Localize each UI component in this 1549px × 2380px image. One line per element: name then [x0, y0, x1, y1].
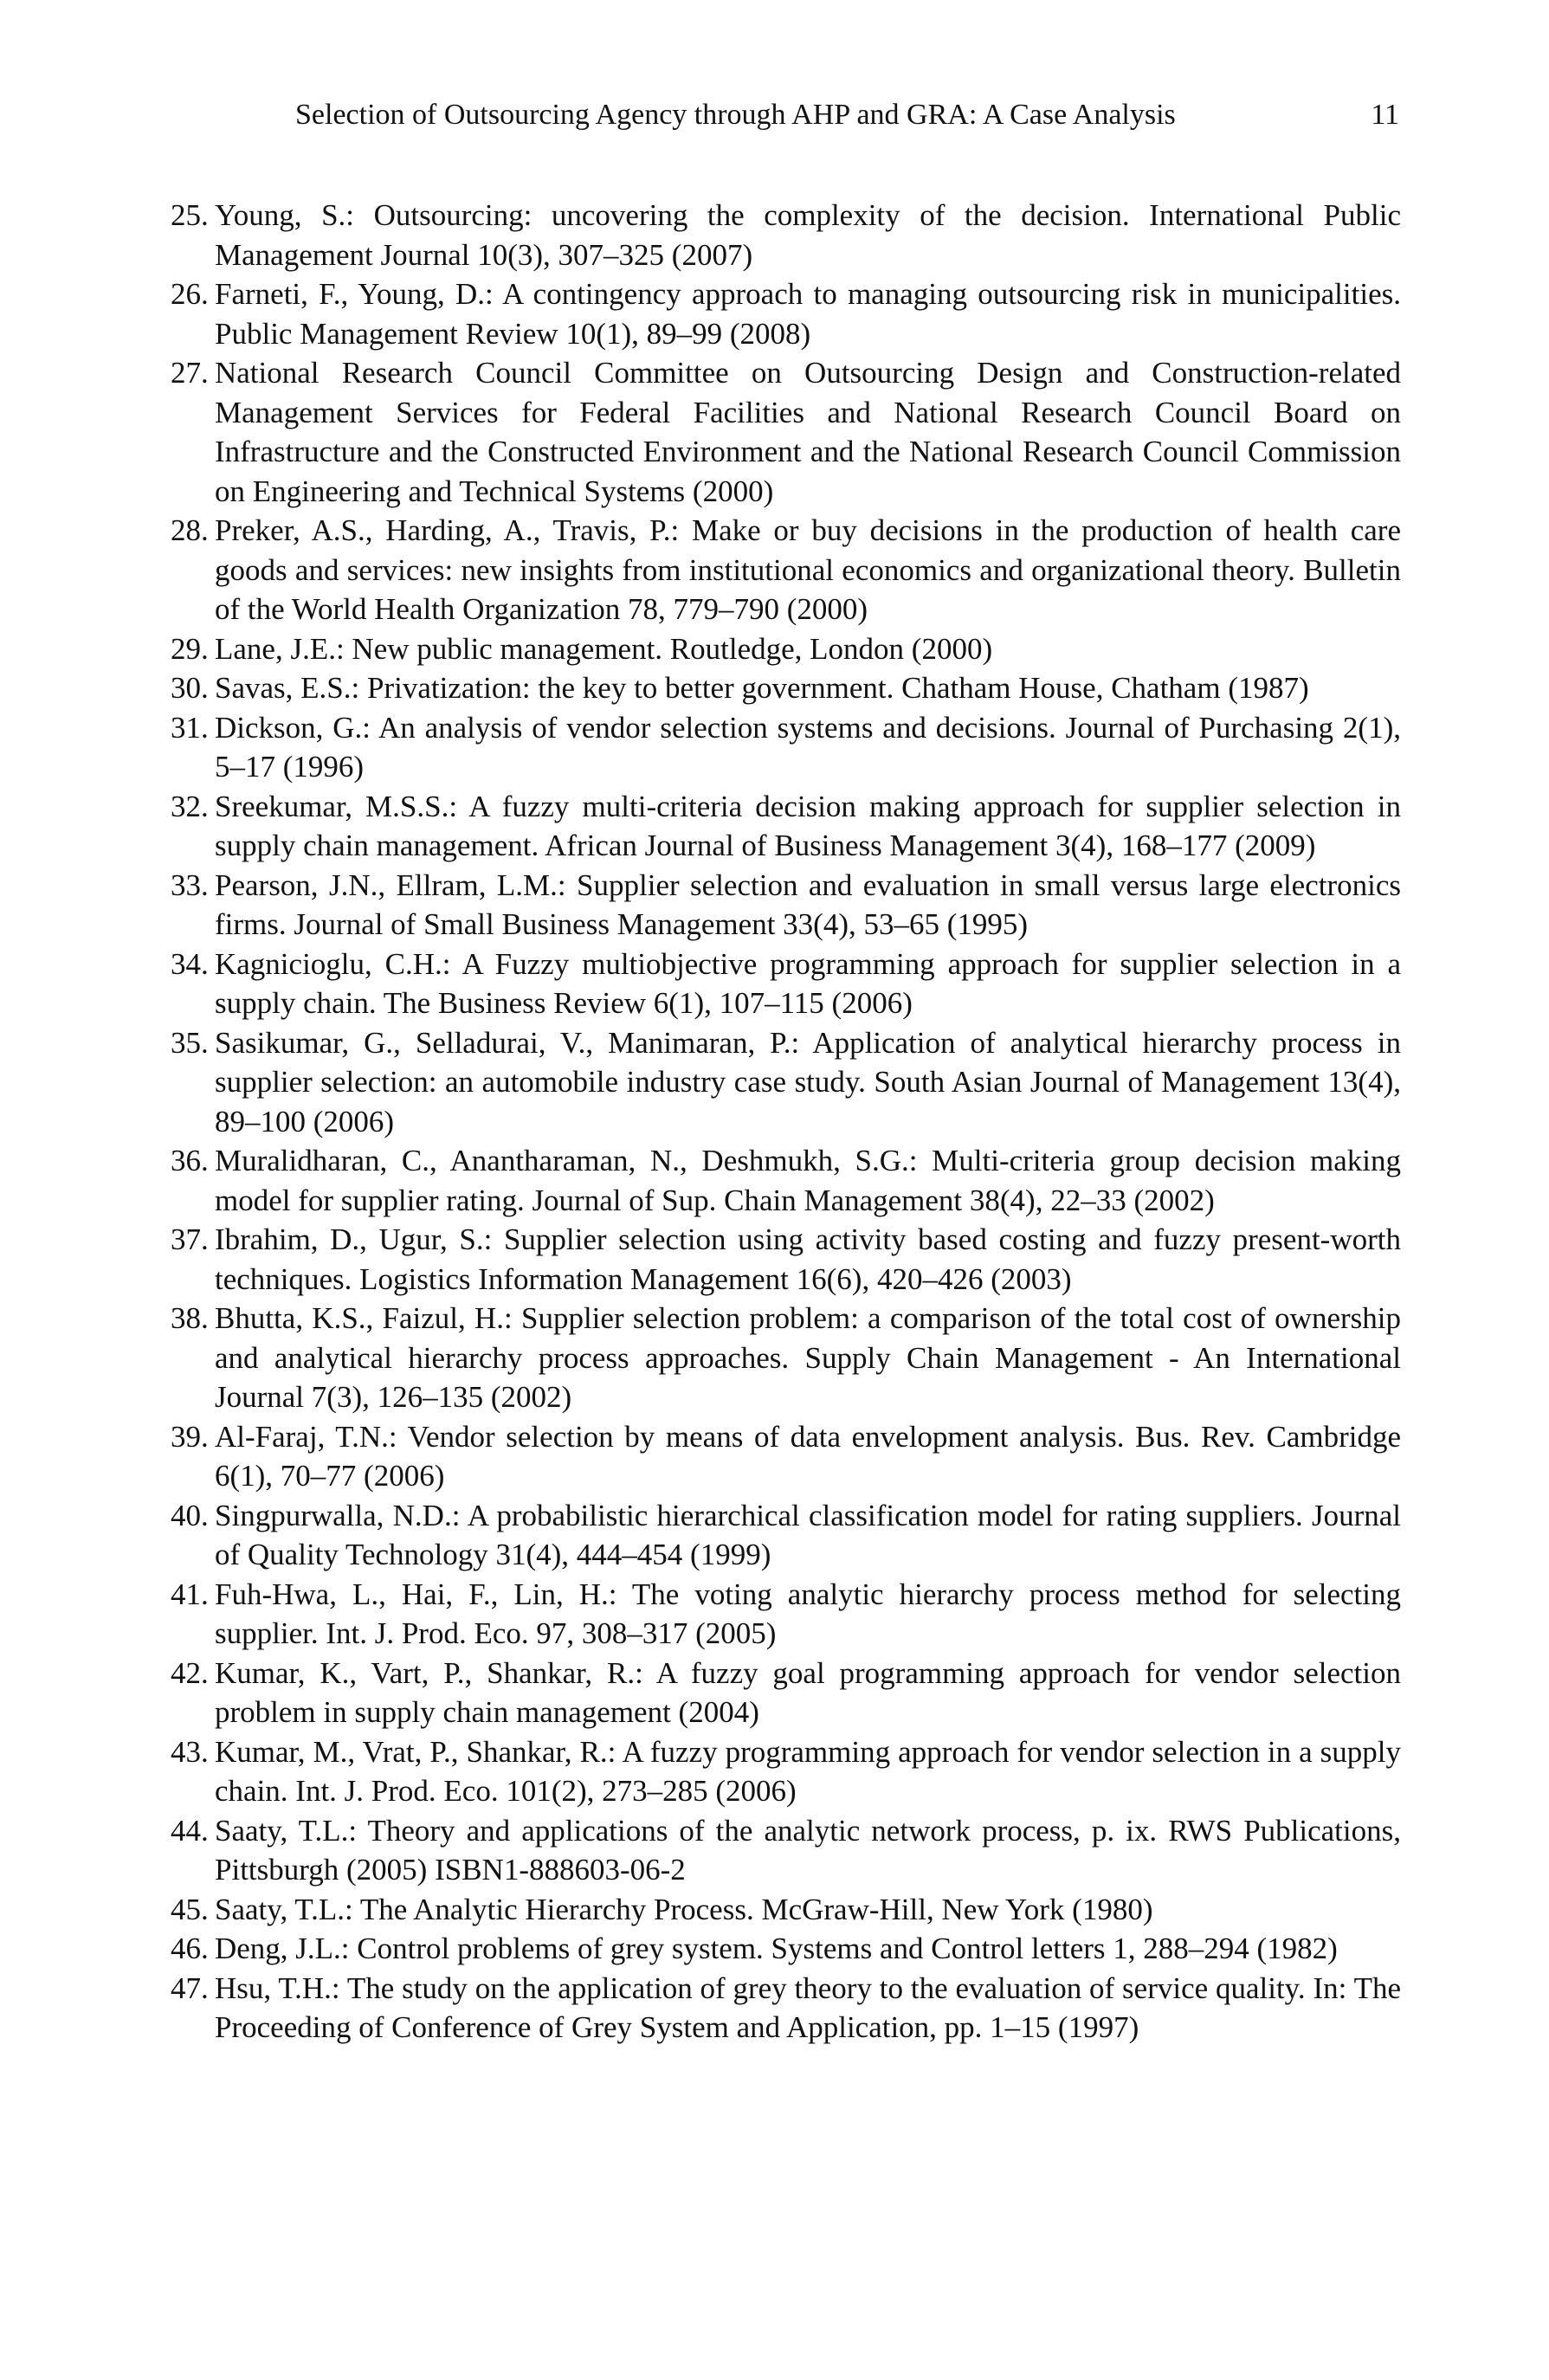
reference-number: 45.: [171, 1892, 209, 1926]
reference-number: 27.: [171, 356, 209, 390]
reference-text: Lane, J.E.: New public management. Routledge, London (2000): [215, 631, 993, 666]
reference-text: Kumar, K., Vart, P., Shankar, R.: A fuzzy goal programming approach for vendor selection problem in supply chain management (2004): [215, 1655, 1401, 1729]
reference-item: [171, 511, 1401, 629]
reference-text: National Research Council Committee on Outsourcing Design and Construction-related Management Services for Federal Facilities and National Research Council Board on Infrastructure and the Constructed Environment and the National Research Council Commission on Engineering and Technical Systems (2000): [215, 356, 1401, 508]
reference-text: Sreekumar, M.S.S.: A fuzzy multi-criteria decision making approach for supplier selection in supply chain management. African Journal of Business Management 3(4), 168–177 (2009): [215, 789, 1401, 862]
reference-number: 31.: [171, 710, 209, 745]
reference-item: [171, 787, 1401, 866]
reference-number: 47.: [171, 1970, 209, 2005]
reference-item: [171, 1890, 1401, 1930]
reference-text: Farneti, F., Young, D.: A contingency approach to managing outsourcing risk in municipalities. Public Management Review 10(1), 89–99 (2008): [215, 277, 1401, 351]
reference-number: 33.: [171, 868, 209, 902]
reference-text: Pearson, J.N., Ellram, L.M.: Supplier selection and evaluation in small versus large electronics firms. Journal of Small Business Management 33(4), 53–65 (1995): [215, 868, 1401, 941]
reference-item: [171, 945, 1401, 1023]
reference-text: Hsu, T.H.: The study on the application of grey theory to the evaluation of service quality. In: The Proceeding of Conference of Grey System and Application, pp. 1–15 (1997): [215, 1970, 1401, 2044]
reference-number: 34.: [171, 946, 209, 981]
reference-number: 30.: [171, 671, 209, 705]
reference-number: 39.: [171, 1419, 209, 1454]
reference-item: [171, 196, 1401, 274]
reference-number: 43.: [171, 1734, 209, 1769]
reference-number: 26.: [171, 277, 209, 311]
reference-text: Muralidharan, C., Anantharaman, N., Deshmukh, S.G.: Multi-criteria group decision making model for supplier rating. Journal of Sup. Chain Management 38(4), 22–33 (2002): [215, 1144, 1401, 1217]
reference-text: Bhutta, K.S., Faizul, H.: Supplier selection problem: a comparison of the total cost of ownership and analytical hierarchy process approaches. Supply Chain Management - An International Journal 7(3), 126–135 (2002): [215, 1301, 1401, 1414]
reference-number: 42.: [171, 1655, 209, 1690]
reference-number: 44.: [171, 1813, 209, 1848]
reference-text: Dickson, G.: An analysis of vendor selection systems and decisions. Journal of Purchasing 2(1), 5–17 (1996): [215, 710, 1401, 784]
reference-item: [171, 274, 1401, 353]
page-number: 11: [1371, 99, 1399, 131]
reference-number: 40.: [171, 1498, 209, 1532]
reference-item: [171, 1732, 1401, 1811]
reference-item: [171, 1023, 1401, 1142]
reference-item: [171, 1220, 1401, 1299]
page-header: [214, 94, 1399, 137]
reference-number: 38.: [171, 1301, 209, 1335]
reference-number: 25.: [171, 198, 209, 232]
reference-number: 41.: [171, 1577, 209, 1611]
reference-number: 32.: [171, 789, 209, 823]
reference-text: Preker, A.S., Harding, A., Travis, P.: Make or buy decisions in the production of health care goods and services: new insights from institutional economics and organizational theory. Bulletin of the World Health Organization 78, 779–790 (2000): [215, 513, 1401, 626]
reference-item: [171, 708, 1401, 787]
reference-number: 35.: [171, 1025, 209, 1060]
reference-text: Fuh-Hwa, L., Hai, F., Lin, H.: The voting analytic hierarchy process method for selecting supplier. Int. J. Prod. Eco. 97, 308–317 (2005): [215, 1577, 1401, 1650]
reference-text: Singpurwalla, N.D.: A probabilistic hierarchical classification model for rating suppliers. Journal of Quality Technology 31(4), 444–454 (1999): [215, 1498, 1401, 1571]
reference-item: [171, 1929, 1401, 1969]
reference-item: [171, 1575, 1401, 1654]
reference-number: 46.: [171, 1932, 209, 1965]
reference-item: [171, 1969, 1401, 2048]
reference-text: Kagnicioglu, C.H.: A Fuzzy multiobjective programming approach for supplier selection in a supply chain. The Business Review 6(1), 107–115 (2006): [215, 946, 1401, 1020]
reference-item: [171, 353, 1401, 511]
reference-list: [171, 196, 1401, 2048]
reference-text: Al-Faraj, T.N.: Vendor selection by means of data envelopment analysis. Bus. Rev. Cambridge 6(1), 70–77 (2006): [215, 1419, 1401, 1493]
reference-item: [171, 1299, 1401, 1417]
reference-item: [171, 1654, 1401, 1732]
reference-item: [171, 1141, 1401, 1220]
reference-text: Savas, E.S.: Privatization: the key to better government. Chatham House, Chatham (1987): [215, 671, 1309, 705]
reference-text: Saaty, T.L.: Theory and applications of the analytic network process, p. ix. RWS Publications, Pittsburgh (2005) ISBN1-888603-06-2: [215, 1813, 1401, 1887]
reference-text: Sasikumar, G., Selladurai, V., Manimaran, P.: Application of analytical hierarchy process in supplier selection: an automobile industry case study. South Asian Journal of Management 13(4), 89–100 (2006): [215, 1025, 1401, 1138]
reference-item: [171, 668, 1401, 708]
running-title: Selection of Outsourcing Agency through AHP and GRA: A Case Analysis: [295, 99, 1176, 131]
reference-text: Deng, J.L.: Control problems of grey system. Systems and Control letters 1, 288–294 (1982): [215, 1932, 1338, 1965]
reference-item: [171, 1811, 1401, 1890]
reference-text: Young, S.: Outsourcing: uncovering the complexity of the decision. International Public Management Journal 10(3), 307–325 (2007): [215, 198, 1401, 272]
reference-item: [171, 866, 1401, 945]
reference-number: 28.: [171, 513, 209, 547]
reference-item: [171, 629, 1401, 669]
reference-text: Kumar, M., Vrat, P., Shankar, R.: A fuzzy programming approach for vendor selection in a supply chain. Int. J. Prod. Eco. 101(2), 273–285 (2006): [215, 1734, 1401, 1808]
reference-item: [171, 1417, 1401, 1496]
reference-item: [171, 1496, 1401, 1575]
reference-number: 37.: [171, 1222, 209, 1256]
reference-number: 29.: [171, 631, 209, 666]
reference-text: Ibrahim, D., Ugur, S.: Supplier selection using activity based costing and fuzzy present-worth techniques. Logistics Information Management 16(6), 420–426 (2003): [215, 1222, 1401, 1296]
reference-text: Saaty, T.L.: The Analytic Hierarchy Process. McGraw-Hill, New York (1980): [215, 1892, 1153, 1926]
reference-number: 36.: [171, 1144, 209, 1177]
